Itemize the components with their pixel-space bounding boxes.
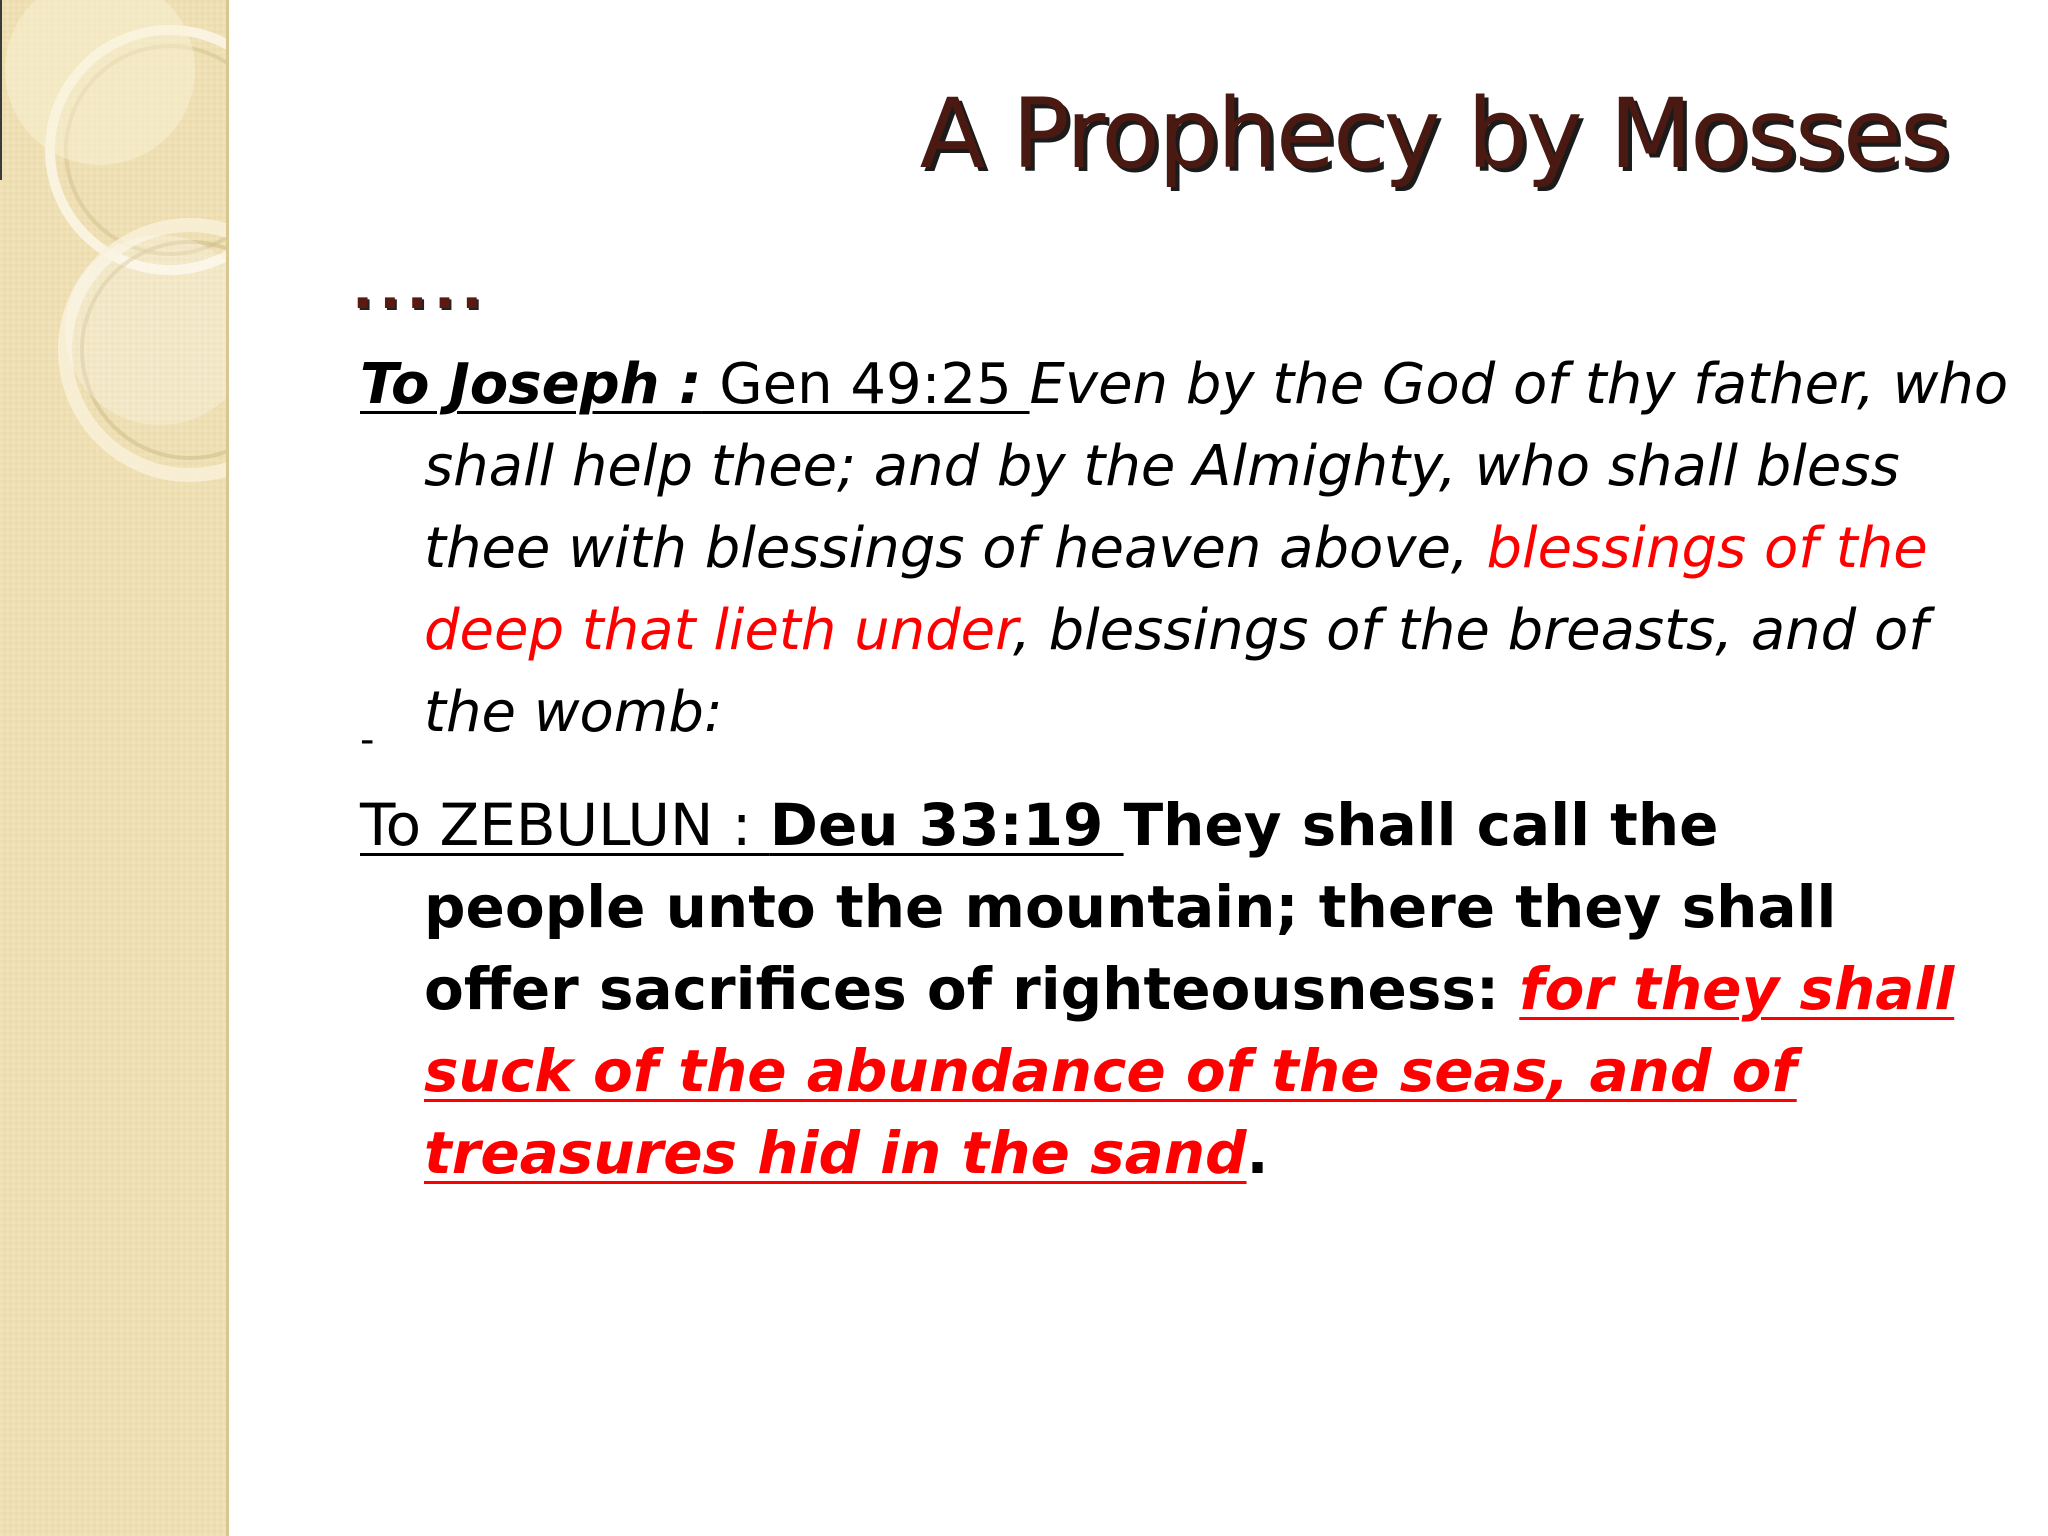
joseph-text-end: , blessings of the breasts, and of the womb: [424, 598, 1928, 745]
zebulun-paragraph [360, 784, 1980, 1194]
zebulun-text-middle: people unto the mountain; there they shall offer sacrifices of righteousness: [424, 873, 1837, 1023]
zebulun-first-line [360, 784, 1980, 866]
zebulun-label: To ZEBULUN : [360, 791, 770, 859]
separator-dash: - [360, 717, 375, 763]
zebulun-continuation [360, 866, 1980, 1194]
joseph-reference: Gen 49:25 [701, 352, 1030, 417]
joseph-highlight: blessings of the deep that lieth under [424, 516, 1928, 663]
joseph-label: To Joseph : [360, 352, 702, 417]
joseph-first-line [360, 344, 2009, 426]
zebulun-reference: Deu 33:19 [769, 791, 1124, 859]
decorative-rings [0, 0, 226, 520]
zebulun-text-start: They shall call the [1123, 791, 1719, 859]
joseph-text-middle: shall help thee; and by the Almighty, who shall bless thee with blessings of heaven above, [424, 434, 1900, 581]
zebulun-highlight: for they shall suck of the abundance of the seas, and of treasures hid in the sand [424, 955, 1955, 1187]
zebulun-heading [360, 791, 1124, 859]
joseph-paragraph [360, 344, 2009, 754]
joseph-text-start: Even by the God of thy father, who [1029, 352, 2009, 417]
joseph-continuation [360, 426, 1980, 754]
slide-title: A Prophecy by Mosses [919, 78, 1948, 190]
joseph-heading [360, 352, 1030, 417]
decorative-sidebar [0, 0, 229, 1536]
zebulun-text-end: . [1246, 1119, 1269, 1187]
dots-ellipsis: ..... [352, 257, 489, 322]
